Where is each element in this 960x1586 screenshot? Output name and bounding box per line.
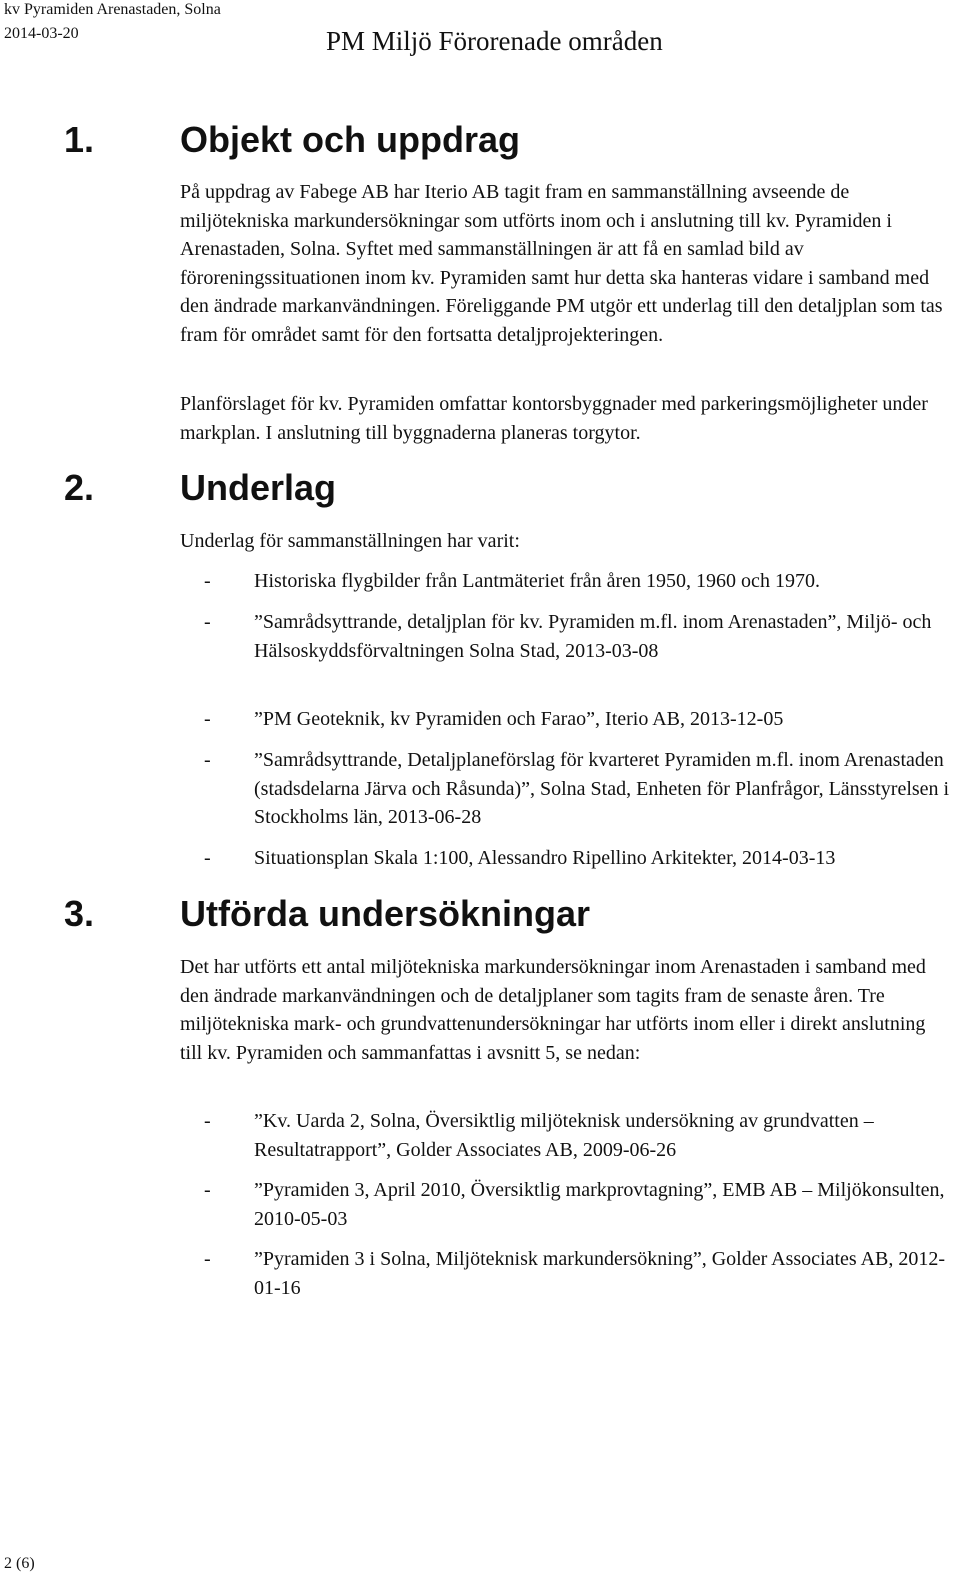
page-number: 2 (6) bbox=[4, 1555, 35, 1572]
section-2-number: 2. bbox=[64, 467, 95, 508]
section-3-title: Utförda undersökningar bbox=[180, 893, 591, 934]
section-3-paragraph: Det har utförts ett antal miljötekniska markundersökningar inom Arenastaden i samband med den ändrade markanvändningen och de detaljplaner som tagits fram de senaste åren. Tre miljötekniska mark- och grundvattenundersökningar har utförts inom eller i direkt anslutning till kv. Pyramiden och sammanfattas i avsnitt 5, se nedan: bbox=[180, 956, 926, 1064]
list-item-text: Situationsplan Skala 1:100, Alessandro Ripellino Arkitekter, 2014-03-13 bbox=[254, 847, 836, 869]
section-1-paragraph-2: Planförslaget för kv. Pyramiden omfattar kontorsbyggnader med parkeringsmöjligheter under markplan. I anslutning till byggnaderna planeras torgytor. bbox=[180, 393, 928, 444]
section-1-title: Objekt och uppdrag bbox=[180, 119, 521, 160]
section-3-list-item bbox=[204, 1107, 957, 1164]
section-1-paragraph-1: På uppdrag av Fabege AB har Iterio AB tagit fram en sammanställning avseende de miljötekniska markundersökningar som utförts inom och i anslutning till kv. Pyramiden i Arenastaden, Solna. Syftet med sammanställningen är att få en samlad bild av föroreningssituationen inom kv. Pyramiden samt hur detta ska hanteras vidare i samband med den ändrade markanvändningen. Föreliggande PM utgör ett underlag till den detaljplan som tas fram för området samt för den fortsatta detaljprojekteringen. bbox=[180, 181, 943, 346]
section-2-intro: Underlag för sammanställningen har varit: bbox=[180, 530, 520, 552]
list-item-text: ”Samrådsyttrande, detaljplan för kv. Pyramiden m.fl. inom Arenastaden”, Miljö- och Hälsoskyddsförvaltningen Solna Stad, 2013-03-08 bbox=[254, 611, 932, 662]
list-dash: - bbox=[204, 570, 211, 592]
section-2-list-item bbox=[204, 567, 957, 596]
list-item-text: ”Kv. Uarda 2, Solna, Översiktlig miljöteknisk undersökning av grundvatten – Resultatrapport”, Golder Associates AB, 2009-06-26 bbox=[254, 1110, 874, 1161]
header-date: 2014-03-20 bbox=[4, 25, 79, 42]
section-1-number: 1. bbox=[64, 119, 95, 160]
list-item-text: ”Pyramiden 3 i Solna, Miljöteknisk markundersökning”, Golder Associates AB, 2012-01-16 bbox=[254, 1248, 946, 1299]
section-2-list-item bbox=[204, 746, 957, 832]
section-2-title: Underlag bbox=[180, 467, 337, 508]
list-item-text: ”Samrådsyttrande, Detaljplaneförslag för kvarteret Pyramiden m.fl. inom Arenastaden (stadsdelarna Järva och Råsunda)”, Solna Stad, Enheten för Planfrågor, Länsstyrelsen i Stockholms län, 2013-06-28 bbox=[254, 749, 950, 828]
section-2-list-item bbox=[204, 844, 957, 873]
list-dash: - bbox=[204, 1110, 211, 1132]
header-title: PM Miljö Förorenade områden bbox=[326, 26, 663, 56]
list-dash: - bbox=[204, 1248, 211, 1270]
section-3-number: 3. bbox=[64, 893, 95, 934]
section-2-heading bbox=[64, 466, 336, 510]
list-item-text: Historiska flygbilder från Lantmäteriet från åren 1950, 1960 och 1970. bbox=[254, 570, 820, 592]
header-document-name: kv Pyramiden Arenastaden, Solna bbox=[4, 1, 221, 18]
section-2-list-item bbox=[204, 705, 957, 734]
list-dash: - bbox=[204, 1179, 211, 1201]
section-3-list-item bbox=[204, 1176, 957, 1233]
list-dash: - bbox=[204, 708, 211, 730]
page-header bbox=[0, 0, 960, 60]
list-dash: - bbox=[204, 847, 211, 869]
list-item-text: ”PM Geoteknik, kv Pyramiden och Farao”, Iterio AB, 2013-12-05 bbox=[254, 708, 784, 730]
list-dash: - bbox=[204, 749, 211, 771]
section-3-heading bbox=[64, 892, 590, 936]
section-3-list-item bbox=[204, 1245, 957, 1302]
list-dash: - bbox=[204, 611, 211, 633]
section-1-heading bbox=[64, 118, 520, 162]
section-2-list-item bbox=[204, 608, 957, 665]
list-item-text: ”Pyramiden 3, April 2010, Översiktlig markprovtagning”, EMB AB – Miljökonsulten, 2010-05-03 bbox=[254, 1179, 945, 1230]
